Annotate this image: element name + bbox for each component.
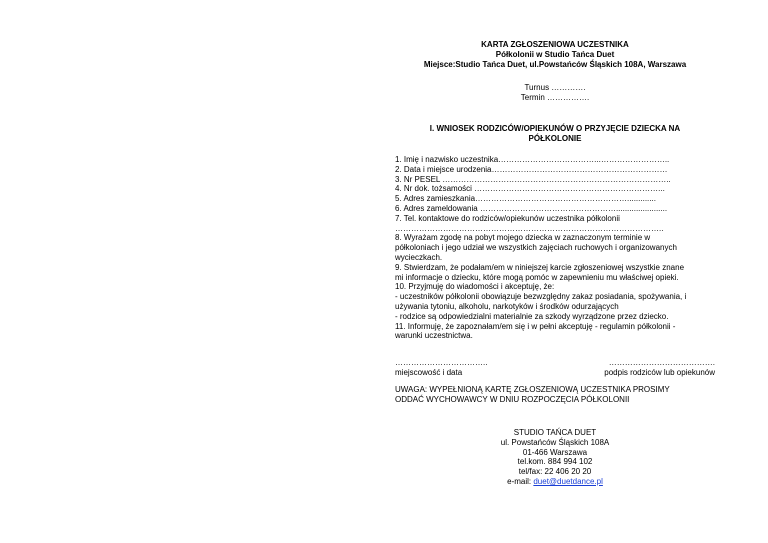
studio-contact bbox=[395, 428, 715, 487]
session-info bbox=[395, 83, 715, 103]
field-birth[interactable]: 2. Data i miejsce urodzenia………………………………………………………… bbox=[395, 164, 668, 174]
notice bbox=[395, 385, 715, 405]
studio-phone: tel.kom. 884 994 102 bbox=[517, 457, 593, 467]
section-title bbox=[395, 124, 715, 144]
place-date-label: miejscowość i data bbox=[395, 368, 463, 377]
statement-8-line-2: półkoloniach i jego udział we wszystkich zajęciach ruchowych i organizowanych bbox=[395, 243, 677, 253]
statement-11-line-2: warunki uczestnictwa. bbox=[395, 331, 473, 341]
statement-8-line-3: wycieczkach. bbox=[395, 252, 443, 262]
parent-signature-dots[interactable]: …………………………………. bbox=[608, 358, 715, 367]
form-fields bbox=[395, 155, 715, 341]
form-header bbox=[395, 40, 715, 69]
field-pesel[interactable]: 3. Nr PESEL ………………………………………………………………………….. bbox=[395, 174, 671, 184]
turnus-line: Turnus …………. bbox=[524, 83, 586, 92]
studio-city: 01-466 Warszawa bbox=[522, 447, 588, 457]
studio-name: STUDIO TAŃCA DUET bbox=[513, 428, 597, 437]
registration-form-page bbox=[395, 0, 715, 543]
place-date-signature bbox=[395, 358, 487, 378]
field-phone-label: 7. Tel. kontaktowe do rodziców/opiekunów uczestnika półkolonii bbox=[395, 213, 620, 223]
statement-9-line-2: mi informacje o dziecku, które mogą pomóc w zapewnieniu mu właściwej opieki. bbox=[395, 272, 679, 282]
statement-11-line-1: 11. Informuję, że zapoznałam/em się i w pełni akceptuję - regulamin półkolonii - bbox=[395, 321, 676, 331]
studio-street: ul. Powstańców Śląskich 108A bbox=[500, 437, 610, 447]
field-id-doc[interactable]: 4. Nr dok. tożsamości ……………………………………………………………... bbox=[395, 184, 665, 194]
parent-signature-label: podpis rodziców lub opiekunów bbox=[604, 368, 715, 377]
notice-line-1: UWAGA: WYPEŁNIONĄ KARTĘ ZGŁOSZENIOWĄ UCZESTNIKA PROSIMY bbox=[395, 385, 670, 394]
form-title: KARTA ZGŁOSZENIOWA UCZESTNIKA bbox=[481, 40, 629, 49]
termin-line: Termin ……………. bbox=[520, 92, 590, 102]
notice-line-2: ODDAĆ WYCHOWAWCY W DNIU ROZPOCZĘCIA PÓŁKOLONII bbox=[395, 394, 630, 404]
statement-10-line-2: - uczestników półkolonii obowiązuje bezwzględny zakaz posiadania, spożywania, i bbox=[395, 292, 687, 302]
statement-10-line-3: używania tytoniu, alkoholu, narkotyków i środków odurzających bbox=[395, 301, 619, 311]
studio-fax: tel/fax: 22 406 20 20 bbox=[518, 467, 592, 477]
email-link[interactable]: duet@duetdance.pl bbox=[533, 476, 603, 486]
field-phone[interactable]: ……………………………………………………………………………………….. bbox=[395, 223, 664, 233]
section-title-line-1: I. WNIOSEK RODZICÓW/OPIEKUNÓW O PRZYJĘCIE DZIECKA NA bbox=[429, 124, 681, 133]
form-subtitle: Półkolonii w Studio Tańca Duet bbox=[495, 49, 615, 59]
field-registered-address[interactable]: 6. Adres zameldowania ……………………………………………....................... bbox=[395, 203, 668, 213]
field-name[interactable]: 1. Imię i nazwisko uczestnika………………………………...…………………….. bbox=[395, 155, 670, 164]
field-address[interactable]: 5. Adres zamieszkania…………………………………………………............. bbox=[395, 194, 656, 204]
statement-9-line-1: 9. Stwierdzam, że podałam/em w niniejszej karcie zgłoszeniowej wszystkie znane bbox=[395, 262, 685, 272]
statement-8-line-1: 8. Wyrażam zgodę na pobyt mojego dziecka w zaznaczonym terminie w bbox=[395, 233, 651, 243]
parent-signature bbox=[582, 358, 715, 378]
place-date-dots[interactable]: …………………………….. bbox=[395, 358, 488, 367]
studio-email-line bbox=[395, 477, 715, 487]
form-place: Miejsce:Studio Tańca Duet, ul.Powstańców Śląskich 108A, Warszawa bbox=[423, 59, 687, 69]
statement-10-line-4: - rodzice są odpowiedzialni materialnie za szkody wyrządzone przez dziecko. bbox=[395, 311, 669, 321]
statement-10-line-1: 10. Przyjmuję do wiadomości i akceptuję, że: bbox=[395, 282, 555, 292]
section-title-line-2: PÓŁKOLONIE bbox=[528, 133, 582, 143]
email-prefix: e-mail: bbox=[507, 476, 534, 486]
